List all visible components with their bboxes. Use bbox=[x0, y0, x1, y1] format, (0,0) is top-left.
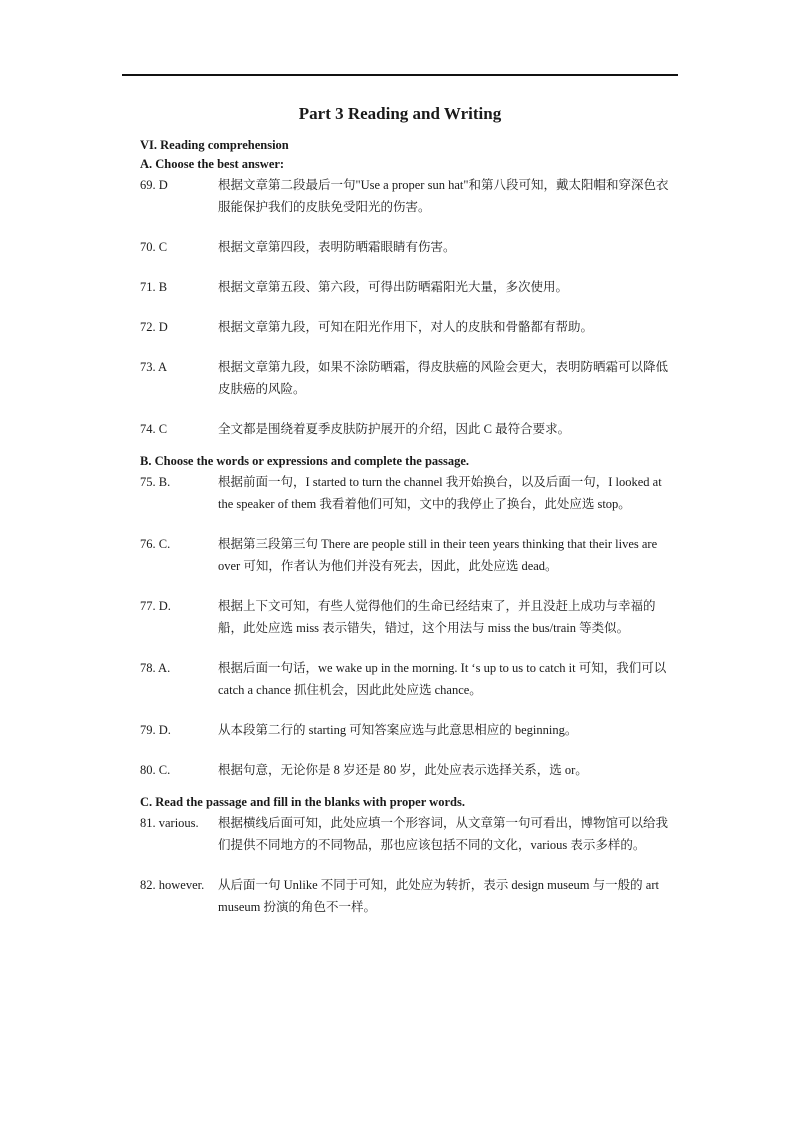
header-rule bbox=[122, 74, 678, 76]
answer-item-78 bbox=[140, 657, 670, 701]
answer-number: 80. C. bbox=[140, 763, 171, 777]
answer-number: 69. D bbox=[140, 178, 168, 192]
page-title: Part 3 Reading and Writing bbox=[298, 104, 502, 123]
answer-explanation: 从本段第二行的 starting 可知答案应选与此意思相应的 beginning。 bbox=[218, 723, 578, 737]
part-a-heading: A. Choose the best answer: bbox=[140, 157, 285, 171]
answer-item-80 bbox=[140, 759, 670, 781]
answer-explanation: 根据文章第二段最后一句"Use a proper sun hat"和第八段可知，戴太阳帽和穿深色衣服能保护我们的皮肤免受阳光的伤害。 bbox=[218, 178, 669, 214]
answer-explanation: 根据横线后面可知，此处应填一个形容词，从文章第一句可看出，博物馆可以给我们提供不同地方的不同物品，那也应该包括不同的文化，various 表示多样的。 bbox=[218, 816, 669, 852]
answer-explanation: 根据文章第九段，如果不涂防晒霜，得皮肤癌的风险会更大，表明防晒霜可以降低皮肤癌的风险。 bbox=[218, 360, 669, 396]
answer-item-72 bbox=[140, 316, 670, 338]
answer-item-76 bbox=[140, 533, 670, 577]
answer-explanation: 根据第三段第三句 There are people still in their teen years thinking that their lives are over 可知，作者认为他们并没有死去，因此，此处应选 dead。 bbox=[218, 537, 658, 573]
answer-explanation: 根据文章第九段，可知在阳光作用下，对人的皮肤和骨骼都有帮助。 bbox=[218, 320, 594, 334]
answer-number: 81. various. bbox=[140, 816, 199, 830]
answer-number: 72. D bbox=[140, 320, 168, 334]
answer-item-71 bbox=[140, 276, 670, 298]
answer-number: 75. B. bbox=[140, 475, 171, 489]
answer-document bbox=[140, 96, 670, 918]
answer-item-81 bbox=[140, 812, 670, 856]
answer-item-69 bbox=[140, 174, 670, 218]
answer-explanation: 根据前面一句，I started to turn the channel 我开始换台，以及后面一句，I looked at the speaker of them 我看着他们可知，文中的我停止了换台，此处应选 stop。 bbox=[218, 475, 662, 511]
part-b-heading: B. Choose the words or expressions and complete the passage. bbox=[140, 454, 470, 468]
answer-number: 73. A bbox=[140, 360, 168, 374]
answer-number: 77. D. bbox=[140, 599, 171, 613]
answer-number: 78. A. bbox=[140, 661, 171, 675]
answer-number: 79. D. bbox=[140, 723, 171, 737]
answer-item-79 bbox=[140, 719, 670, 741]
answer-item-75 bbox=[140, 471, 670, 515]
answer-number: 82. however. bbox=[140, 878, 205, 892]
answer-item-82 bbox=[140, 874, 670, 918]
answer-explanation: 根据上下文可知，有些人觉得他们的生命已经结束了，并且没赶上成功与幸福的船，此处应选 miss 表示错失，错过，这个用法与 miss the bus/train 等类似。 bbox=[218, 599, 656, 635]
answer-number: 71. B bbox=[140, 280, 168, 294]
answer-number: 70. C bbox=[140, 240, 168, 254]
answer-explanation: 根据句意，无论你是 8 岁还是 80 岁，此处应表示选择关系，选 or。 bbox=[218, 763, 588, 777]
answer-explanation: 根据文章第四段，表明防晒霜眼睛有伤害。 bbox=[218, 240, 456, 254]
answer-explanation: 全文都是围绕着夏季皮肤防护展开的介绍，因此 C 最符合要求。 bbox=[218, 422, 571, 436]
answer-explanation: 根据后面一句话，we wake up in the morning. It ‘s up to us to catch it 可知，我们可以 catch a chance 抓住机会，因此此处应选 chance。 bbox=[218, 661, 667, 697]
answer-number: 76. C. bbox=[140, 537, 171, 551]
answer-item-77 bbox=[140, 595, 670, 639]
answer-item-74 bbox=[140, 418, 670, 440]
section-heading: VI. Reading comprehension bbox=[140, 138, 289, 152]
answer-explanation: 从后面一句 Unlike 不同于可知，此处应为转折，表示 design museum 与一般的 art museum 扮演的角色不一样。 bbox=[218, 878, 659, 914]
part-c-heading: C. Read the passage and fill in the blanks with proper words. bbox=[140, 795, 465, 809]
answer-item-70 bbox=[140, 236, 670, 258]
answer-item-73 bbox=[140, 356, 670, 400]
answer-number: 74. C bbox=[140, 422, 168, 436]
answer-explanation: 根据文章第五段、第六段，可得出防晒霜阳光大量，多次使用。 bbox=[218, 280, 569, 294]
